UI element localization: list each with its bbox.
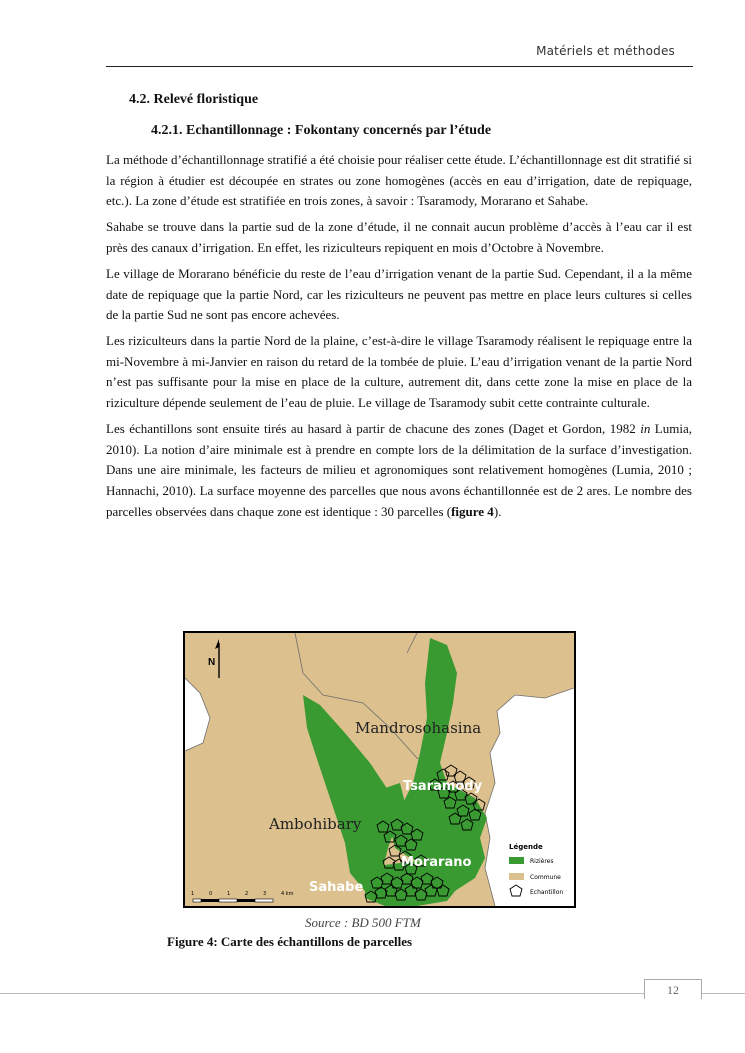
scale-tick: 2 <box>245 891 249 897</box>
legend-commune-label: Commune <box>530 874 561 881</box>
figure-caption: Figure 4: Carte des échantillons de parcelles <box>167 934 413 949</box>
paragraph-2: Sahabe se trouve dans la partie sud de la zone d’étude, il ne connait aucun problème d’accès à l’eau car il est près des canaux d’irrigation. En effet, les riziculteurs repiquent en mois d’Octobre à Novembre. <box>106 219 692 255</box>
paragraph-5-part-b: Lumia, 2010). La notion d’aire minimale est à prendre en compte lors de la délimitation de la surface d’investigation. Dans une aire minimale, les facteurs de milieu et agronomiques sont relativement homogènes (Lumia, 2010 ; Hannachi, 2010). La surface moyenne des parcelles que nous avons échantillonnée est de 2 ares. Le nombre des parcelles observées dans chaque zone est identique : 30 parcelles ( <box>106 421 692 519</box>
paragraph-5-part-c: ). <box>493 503 502 519</box>
paragraph-1: La méthode d’échantillonnage stratifié a été choisie pour réaliser cette étude. L’échantillonnage est dit stratifié si la région à étudier est découpée en strates ou zone homogènes (accès en eau d’irrigation, date de repiquage, etc.). La zone d’étude est stratifiée en trois zones, à savoir : Tsaramody, Morarano et Sahabe. <box>106 152 692 209</box>
paragraph-3: Le village de Morarano bénéficie du reste de l’eau d’irrigation venant de la partie Sud. Cependant, il a la même date de repiquage que la partie Nord, car les riziculteurs ne peuvent pas mettre en place leurs cultures si celles de la partie Sud ne sont pas encore achevées. <box>106 265 692 323</box>
north-label: N <box>208 657 216 668</box>
legend-commune-swatch <box>509 873 524 880</box>
scale-tick: 0 <box>209 891 213 897</box>
label-morarano: Morarano <box>401 855 472 870</box>
figure-source: Source : BD 500 FTM <box>305 915 421 930</box>
label-mandrosohasina: Mandrosohasina <box>355 719 482 737</box>
section-heading: 4.2. Relevé floristique <box>129 92 259 107</box>
legend-title: Légende <box>509 843 543 851</box>
paragraph-5-part-a: Les échantillons sont ensuite tirés au hasard à partir de chacune des zones (Daget et Gordon, 1982 <box>106 421 641 437</box>
scale-tick: 4 km <box>281 891 294 897</box>
paragraph-4: Les riziculteurs dans la partie Nord de la plaine, c’est-à-dire le village Tsaramody réalisent le repiquage entre la mi-Novembre à mi-Janvier en raison du retard de la tombée de pluie. L’eau d’irrigation venant de la partie Nord n’est pas suffisante pour la mise en place de la culture, autrement dit, dans cette zone la mise en place de la riziculture dépende seulement de l’eau de pluie. Le village de Tsaramody subit cette contrainte culturale. <box>106 333 692 411</box>
paragraph-5-in: in <box>640 421 651 437</box>
label-ambohibary: Ambohibary <box>269 815 362 833</box>
figure-reference: figure 4 <box>451 503 494 519</box>
label-tsaramody: Tsaramody <box>403 779 483 794</box>
scale-tick: 3 <box>263 891 267 897</box>
scale-tick: 1 <box>227 891 231 897</box>
map-svg <box>185 633 574 906</box>
legend-sample-label: Echantillon <box>530 889 564 896</box>
subsection-heading: 4.2.1. Echantillonnage : Fokontany concernés par l’étude <box>151 123 492 138</box>
page-number: 12 <box>644 979 702 999</box>
label-sahabe: Sahabe <box>309 880 364 895</box>
legend-rice-swatch <box>509 857 524 864</box>
scale-tick: 1 <box>191 891 195 897</box>
footer-divider <box>0 993 745 994</box>
running-header: Matériels et méthodes <box>536 44 675 58</box>
sample-map <box>183 631 576 908</box>
paragraph-5 <box>106 419 692 522</box>
header-divider <box>106 66 693 67</box>
legend-rice-label: Rizières <box>530 858 554 865</box>
body-text <box>106 150 692 528</box>
